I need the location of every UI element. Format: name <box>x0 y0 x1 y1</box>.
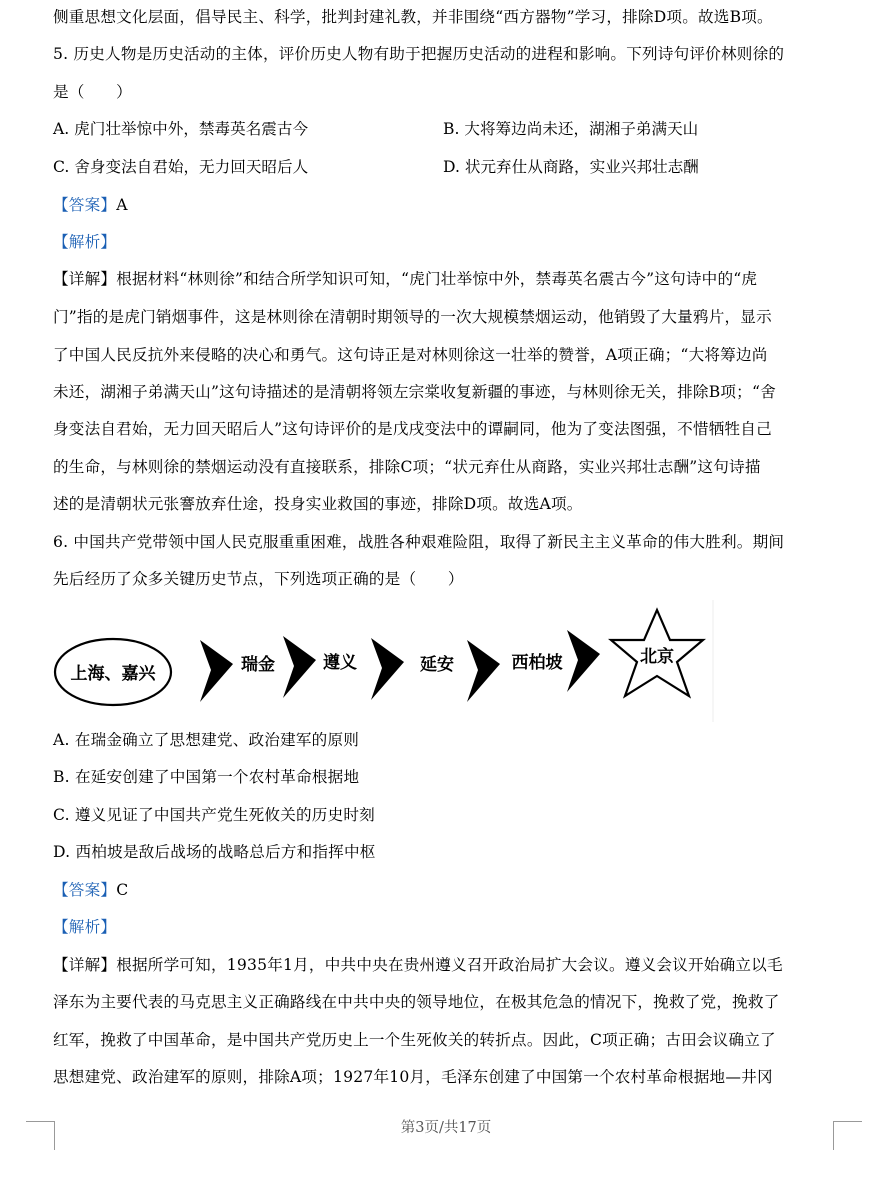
q5-option-b: B. 大将筹边尚未还，湖湘子弟满天山 <box>443 120 699 138</box>
text-line: 述的是清朝状元张謇放弃仕途，投身实业救国的事迹，排除D项。故选A项。 <box>53 495 583 513</box>
history-timeline-diagram <box>53 600 715 722</box>
q5-analysis-tag: 【解析】 <box>53 233 117 251</box>
answer-value: C <box>116 881 129 899</box>
q6-option-a: A. 在瑞金确立了思想建党、政治建军的原则 <box>53 731 360 749</box>
text-line: 泽东为主要代表的马克思主义正确路线在中共中央的领导地位，在极其危急的情况下，挽救了党，挽救了 <box>53 993 780 1011</box>
text-line: 侧重思想文化层面，倡导民主、科学，批判封建礼教，并非围绕“西方器物”学习，排除D项。故选B项。 <box>53 8 773 26</box>
q5-option-d: D. 状元弃仕从商路，实业兴邦壮志酬 <box>443 158 699 176</box>
q6-answer <box>53 879 833 901</box>
text-line: 身变法自君始，无力回天昭后人”这句诗评价的是戊戌变法中的谭嗣同，他为了变法图强，不惜牺牲自己 <box>53 420 772 438</box>
q5-answer <box>53 194 833 216</box>
q6-option-d: D. 西柏坡是敌后战场的战略总后方和指挥中枢 <box>53 843 376 861</box>
q5-option-a: A. 虎门壮举惊中外，禁毒英名震古今 <box>53 120 309 138</box>
text-line: 的生命，与林则徐的禁烟运动没有直接联系，排除C项；“状元弃仕从商路，实业兴邦壮志酬”这句诗描 <box>53 458 761 476</box>
text-line: 门”指的是虎门销烟事件，这是林则徐在清朝时期领导的一次大规模禁烟运动，他销毁了大量鸦片，显示 <box>53 308 772 326</box>
answer-tag: 【答案】 <box>53 196 117 214</box>
text-line: 未还，湖湘子弟满天山”这句诗描述的是清朝将领左宗棠收复新疆的事迹，与林则徐无关，排除B项；“舍 <box>53 383 776 401</box>
text-line: 了中国人民反抗外来侵略的决心和勇气。这句诗正是对林则徐这一壮举的赞誉，A项正确；“大将筹边尚 <box>53 346 768 364</box>
answer-tag: 【答案】 <box>53 881 117 899</box>
timeline-step-zunyi: 遵义 <box>323 653 357 673</box>
end-label-beijing: 北京 <box>640 647 674 667</box>
detail-text: 根据所学可知，1935年1月，中共中央在贵州遵义召开政治局扩大会议。遵义会议开始确立以毛 <box>116 956 783 974</box>
answer-value: A <box>116 196 128 214</box>
timeline-step-yanan: 延安 <box>420 655 454 675</box>
detail-text: 根据材料“林则徐”和结合所学知识可知，“虎门壮举惊中外，禁毒英名震古今”这句诗中的“虎 <box>116 270 758 288</box>
q6-option-b: B. 在延安创建了中国第一个农村革命根据地 <box>53 768 360 786</box>
question-6-stem: 6. 中国共产党带领中国人民克服重重困难，战胜各种艰难险阻，取得了新民主主义革命的伟大胜利。期间 <box>53 533 785 551</box>
question-5-stem: 5. 历史人物是历史活动的主体，评价历史人物有助于把握历史活动的进程和影响。下列诗句评价林则徐的 <box>53 45 785 63</box>
q5-option-c: C. 舍身变法自君始，无力回天昭后人 <box>53 158 309 176</box>
question-5-stem-cont: 是（ ） <box>53 83 132 101</box>
detail-tag: 【详解】 <box>53 956 117 974</box>
text-line: 红军，挽救了中国革命，是中国共产党历史上一个生死攸关的转折点。因此，C项正确；古田会议确立了 <box>53 1031 776 1049</box>
q6-option-c: C. 遵义见证了中国共产党生死攸关的历史时刻 <box>53 806 375 824</box>
q6-analysis-tag: 【解析】 <box>53 918 117 936</box>
q6-detail <box>53 954 833 976</box>
timeline-step-xibaipo: 西柏坡 <box>511 653 563 673</box>
start-label: 上海、嘉兴 <box>70 664 156 684</box>
text-line: 思想建党、政治建军的原则，排除A项；1927年10月，毛泽东创建了中国第一个农村革命根据地—井冈 <box>53 1068 773 1086</box>
detail-tag: 【详解】 <box>53 270 117 288</box>
question-6-stem-cont: 先后经历了众多关键历史节点，下列选项正确的是（ ） <box>53 570 464 588</box>
page-number-footer: 第3页/共17页 <box>400 1120 492 1136</box>
timeline-step-ruijin: 瑞金 <box>241 655 275 675</box>
q5-detail <box>53 268 833 290</box>
